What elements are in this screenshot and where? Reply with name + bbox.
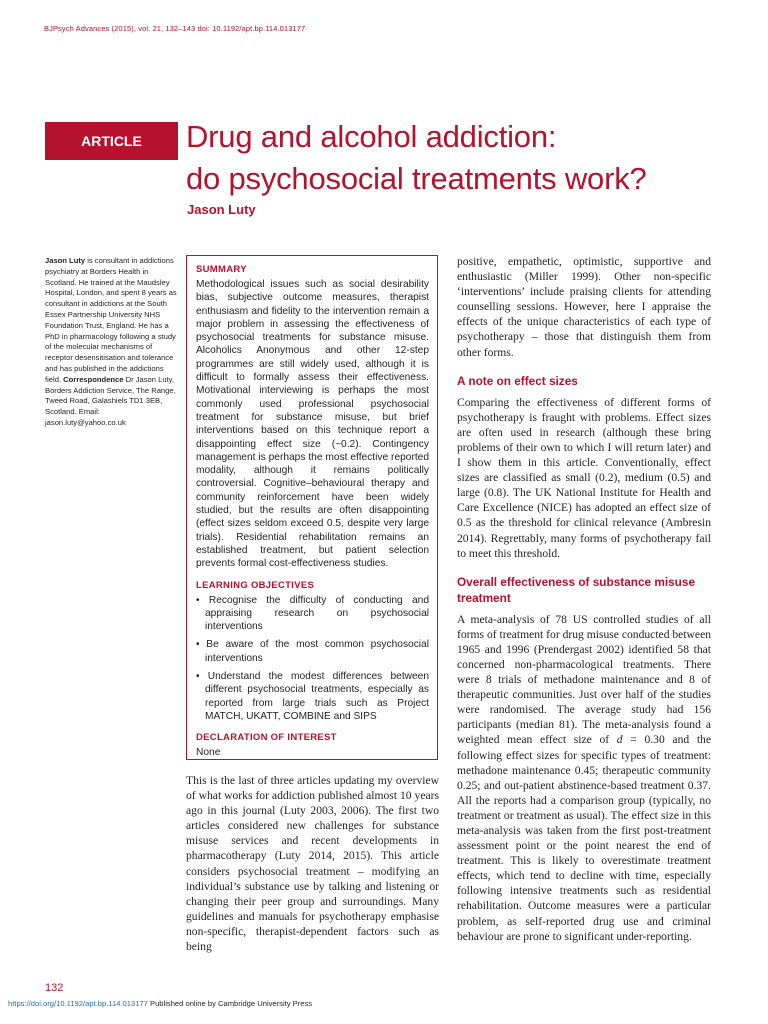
learning-objectives-heading: LEARNING OBJECTIVES xyxy=(196,579,315,591)
bio-name: Jason Luty xyxy=(45,256,86,265)
declaration-text: None xyxy=(196,747,221,759)
article-title xyxy=(186,116,746,200)
summary-box xyxy=(186,255,438,760)
paragraph: positive, empathetic, optimistic, supportive and enthusiastic (Miller 1999). Other non-specific ‘interventions’ include praising clients for attending counselling sessions. However, here I appraise the effects of the unique characteristics of each type of psychotherapy – those that distinguish them from other forms. xyxy=(457,255,711,359)
intro-paragraph: This is the last of three articles updating my overview of what works for addiction published almost 10 years ago in this journal (Luty 2003, 2006). The first two articles considered new challenges for substance misuse services and recent developments in pharmacotherapy (Luty 2014, 2015). This article considers psychosocial treatment – modifying an individual’s substance use by talking and listening or changing their peer group and surroundings. Many guidelines and manuals for psychotherapy emphasise non-specific, therapist-dependent factors such as being xyxy=(186,774,439,954)
correspondence-label: Correspondence xyxy=(63,374,124,384)
summary-heading: SUMMARY xyxy=(196,264,247,275)
author-name: Jason Luty xyxy=(187,202,256,217)
section-heading-effect-sizes: A note on effect sizes xyxy=(457,373,578,388)
page-number: 132 xyxy=(45,982,64,994)
journal-citation: BJPsych Advances (2015), vol. 21, 132–143 doi: 10.1192/apt.bp.114.013177 xyxy=(44,24,306,33)
bio-text: is consultant in addictions psychiatry at Borders Health in Scotland. He trained at the Maudsley Hospital, London, and spent 8 years as consultant in addictions at the South Essex Partnership University NHS Foundation Trust, England. He has a PhD in pharmacology following a study of the molecular mechanisms of receptor desensitisation and tolerance and has published in the addictions field. xyxy=(45,256,177,384)
doi-link[interactable]: https://doi.org/10.1192/apt.bp.114.013177 xyxy=(8,999,148,1008)
article-type-badge: ARTICLE xyxy=(45,122,178,160)
right-column xyxy=(457,254,711,944)
learning-objective: • Be aware of the most common psychosocial interventions xyxy=(196,639,429,664)
footer xyxy=(8,999,312,1008)
paragraph: Comparing the effectiveness of different forms of psychotherapy is fraught with problems. Effect sizes are often used in research (although these bring problems of their own to which I will return later) and I show them in this article. Conventionally, effect sizes are classified as small (0.2), medium (0.5) and large (0.8). The UK National Institute for Health and Care Excellence (NICE) has adopted an effect size of 0.5 as the threshold for clinical relevance (Ambresin 2014). Regrettably, many forms of psychotherapy fail to meet this threshold. xyxy=(457,395,711,560)
section-heading-overall-effectiveness: Overall effectiveness of substance misuse treatment xyxy=(457,574,696,605)
title-line-2: do psychosocial treatments work? xyxy=(186,161,647,196)
declaration-heading: DECLARATION OF INTEREST xyxy=(196,732,337,744)
author-bio xyxy=(45,256,178,429)
correspondence-text: Dr Jason Luty, Borders Addiction Service, The Range, Tweed Road, Galashiels TD1 3EB, Scotland. Email: jason.luty@yahoo.co.uk xyxy=(45,374,176,427)
publisher-note: Published online by Cambridge University Press xyxy=(147,999,313,1008)
paragraph-text: A meta-analysis of 78 US controlled studies of all forms of treatment for drug misuse conducted between 1965 and 1996 (Prendergast 2002) identified 58 that concerned non-pharmacological treatments. There were 8 trials of methadone maintenance and 8 of therapeutic communities. Just over half of the studies were randomised. The average study had 156 participants (median 81). The meta-analysis found a weighted mean effect size of xyxy=(457,612,712,747)
title-line-1: Drug and alcohol addiction: xyxy=(186,119,557,154)
learning-objectives-list xyxy=(196,594,429,724)
effect-size-symbol: d xyxy=(616,733,623,747)
paragraph xyxy=(457,612,711,944)
learning-objective: • Recognise the difficulty of conducting and appraising research on psychosocial interventions xyxy=(196,594,429,633)
paragraph-text: = 0.30 and the following effect sizes for specific types of treatment: methadone maintenance 0.45; therapeutic community 0.25; and out-patient abstinence-based treatment 0.37. All the reports had a comparison group (typically, no treatment or treatment as usual). The effect size in this meta-analysis was taken from the first post-treatment assessment point or the point nearest the end of treatment. This is likely to overestimate treatment effects, which tend to decline with time, especially following intensive treatments such as residential rehabilitation. Outcome measures were a particular problem, as self-reported drug use and criminal behaviour are prone to significant under-reporting. xyxy=(457,733,711,943)
learning-objective: • Understand the modest differences between different psychosocial treatments, especially as reported from large trials such as Project MATCH, UKATT, COMBINE and SIPS xyxy=(196,671,429,722)
summary-text: Methodological issues such as social desirability bias, subjective outcome measures, therapist enthusiasm and fidelity to the intervention remain a major problem in assessing the effectiveness of psychosocial treatments for substance misuse. Alcoholics Anonymous and other 12-step programmes are still widely used, although it is difficult to formally assess their effectiveness. Motivational interviewing is perhaps the most commonly used professional psychosocial treatment for substance misuse, but brief interventions based on this technique report a disappointing effect size (~0.2). Contingency management is perhaps the most effective reported modality, although it remains politically controversial. Cognitive–behavioural therapy and community reinforcement have been widely studied, but the results are often disappointing (effect sizes seldom exceed 0.5, despite very large trials). Residential rehabilitation remains an established treatment, but patient selection prevents formal cost-effectiveness studies. xyxy=(196,279,429,570)
